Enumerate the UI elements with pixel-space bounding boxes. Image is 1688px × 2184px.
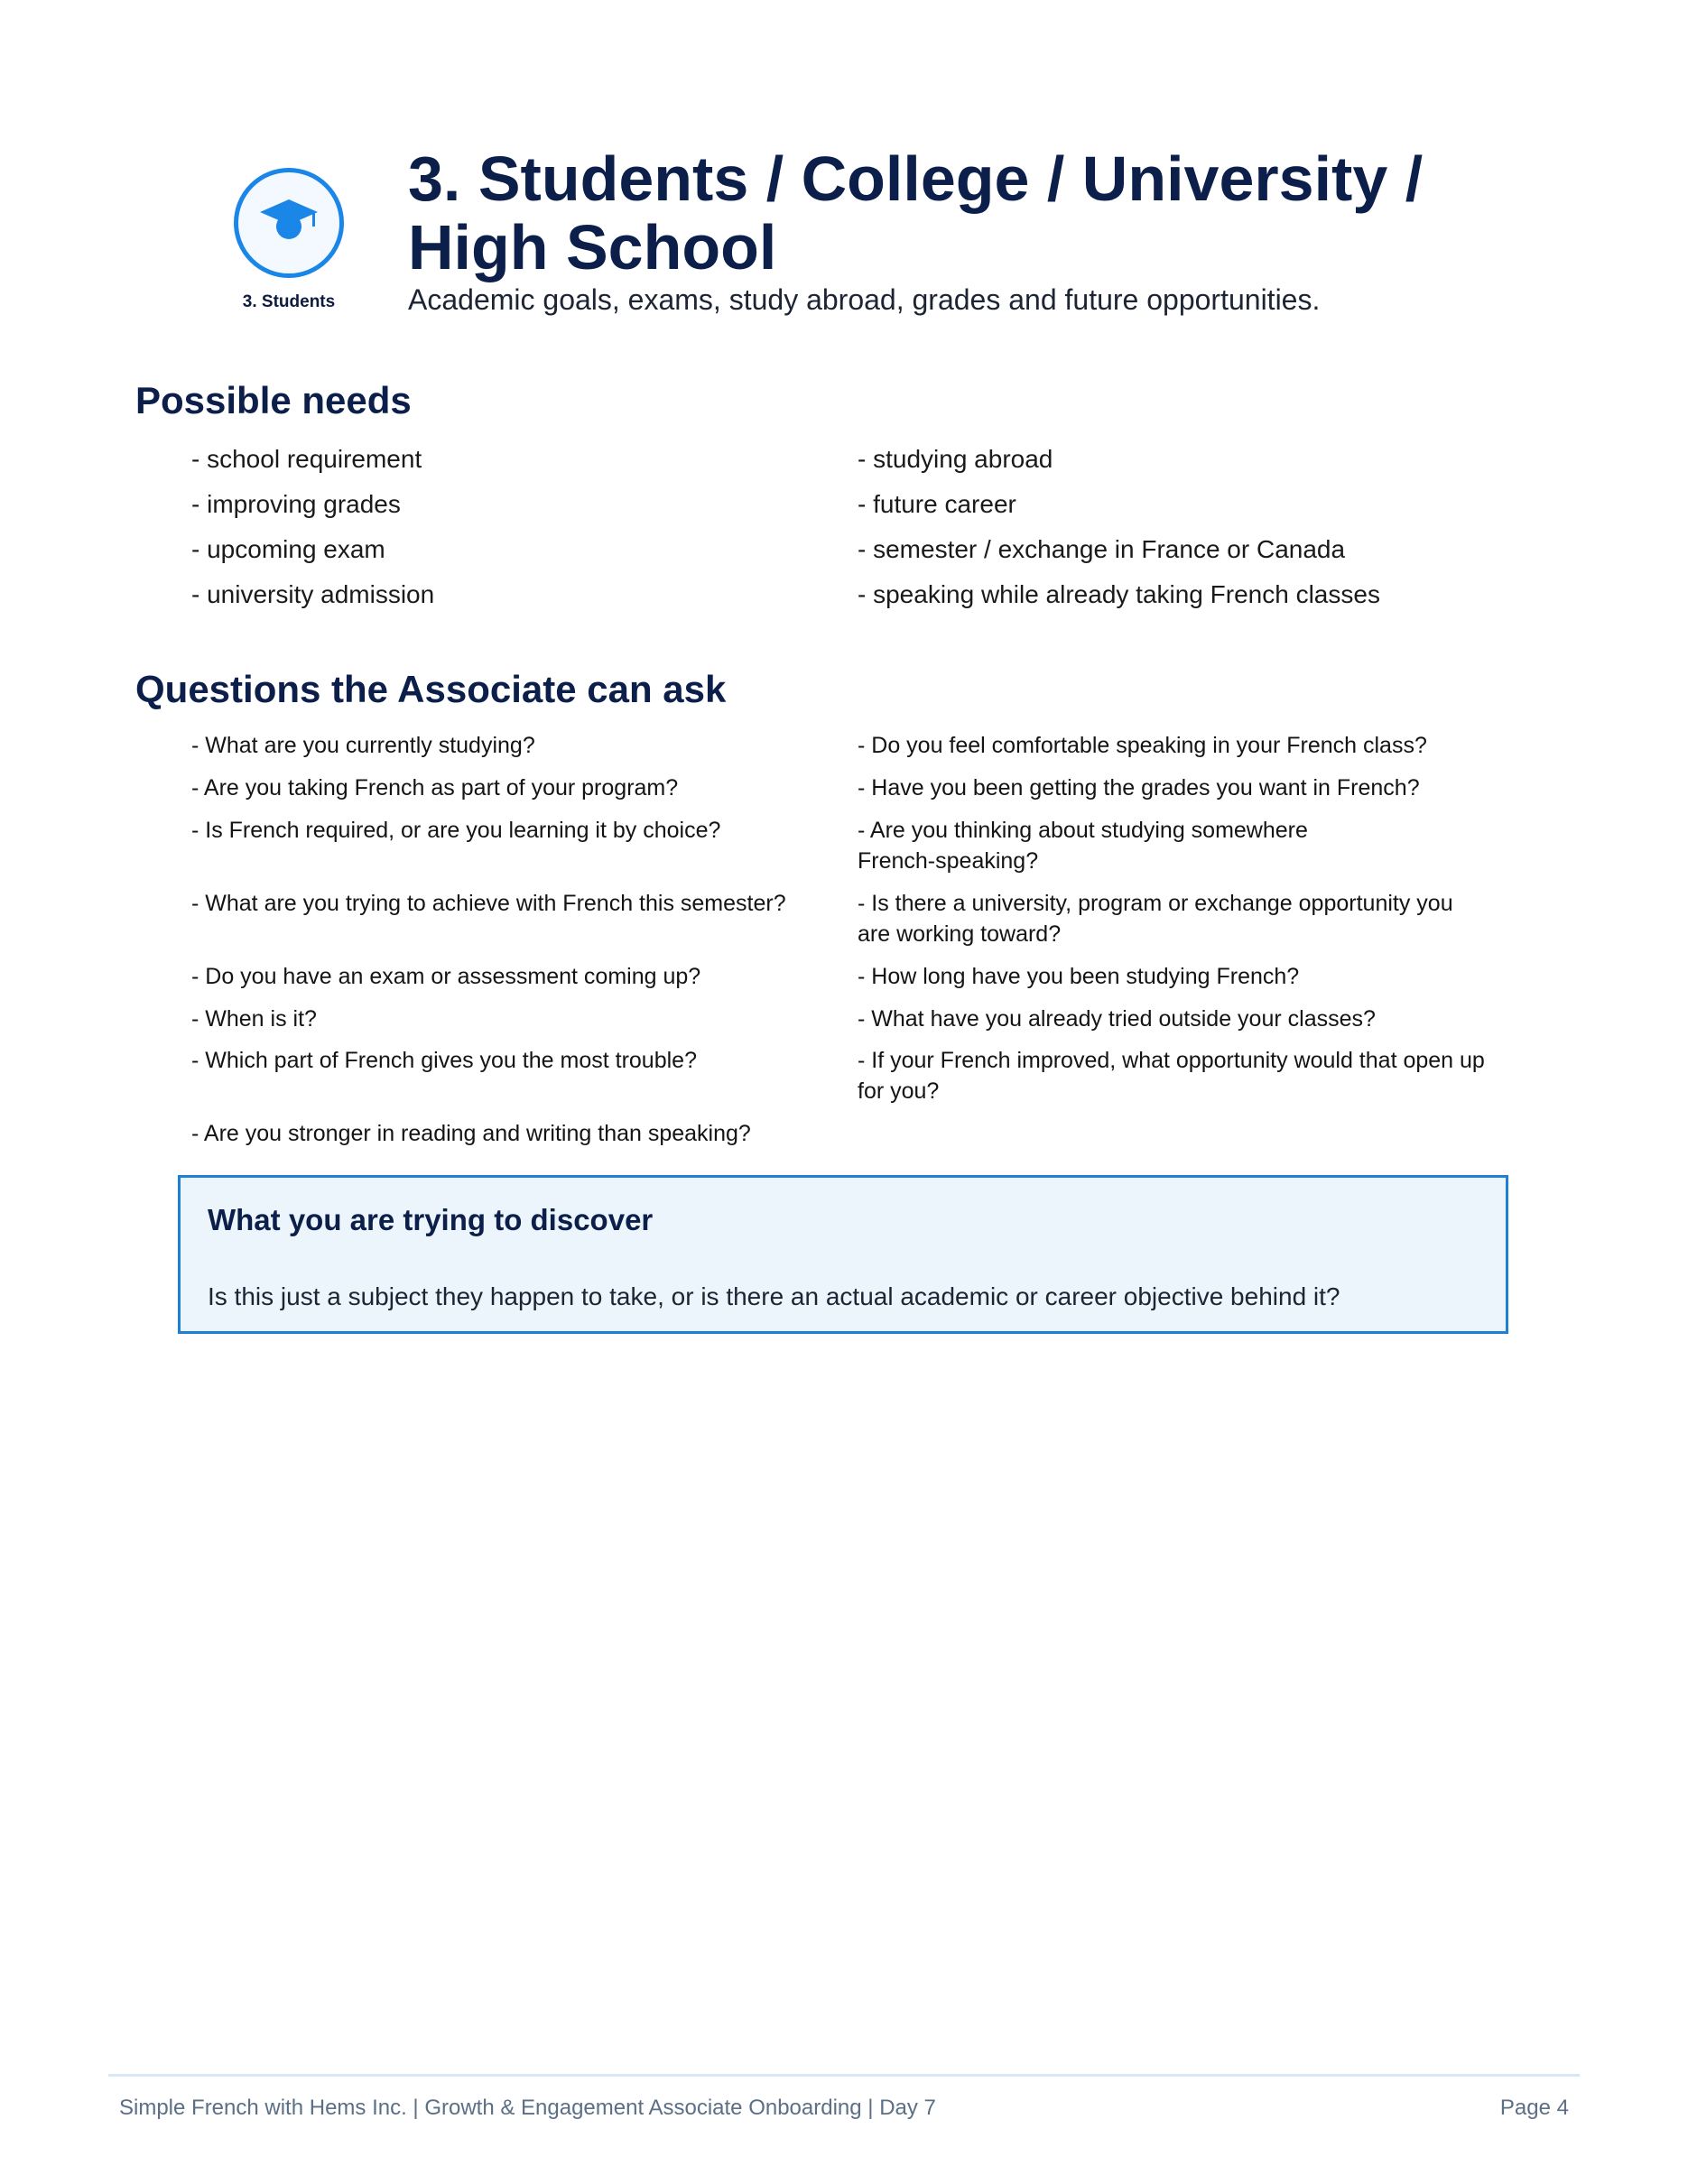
list-item: - Are you stronger in reading and writing than speaking? bbox=[191, 1121, 751, 1146]
list-item: - upcoming exam bbox=[191, 535, 385, 563]
list-item: - Which part of French gives you the most trouble? bbox=[191, 1048, 697, 1073]
list-item: - Are you thinking about studying somewhere French-speaking? bbox=[858, 818, 1308, 874]
list-item: - Are you taking French as part of your program? bbox=[191, 775, 679, 800]
section-header bbox=[208, 144, 1544, 325]
questions-heading: Questions the Associate can ask bbox=[135, 668, 727, 710]
needs-list-left bbox=[191, 437, 823, 617]
list-item: - Is there a university, program or exchange opportunity you are working toward? bbox=[858, 891, 1453, 947]
list-item: - How long have you been studying French? bbox=[858, 964, 1300, 989]
list-item: - Have you been getting the grades you want in French? bbox=[858, 775, 1420, 800]
list-item: - If your French improved, what opportunity would that open up for you? bbox=[858, 1048, 1485, 1104]
icon-label: 3. Students bbox=[242, 292, 336, 311]
list-item: - speaking while already taking French classes bbox=[858, 580, 1380, 608]
possible-needs-heading: Possible needs bbox=[135, 379, 412, 421]
graduation-cap-icon bbox=[234, 168, 344, 278]
list-item: - What are you currently studying? bbox=[191, 733, 535, 758]
discover-title: What you are trying to discover bbox=[208, 1203, 654, 1236]
discover-text: Is this just a subject they happen to take, or is there an actual academic or career objective behind it? bbox=[208, 1282, 1340, 1310]
list-item: - When is it? bbox=[191, 1006, 317, 1032]
list-item: - school requirement bbox=[191, 445, 422, 473]
page-subtitle: Academic goals, exams, study abroad, grades and future opportunities. bbox=[408, 283, 1321, 316]
list-item: - Do you feel comfortable speaking in your French class? bbox=[858, 733, 1427, 758]
list-item: - Do you have an exam or assessment coming up? bbox=[191, 964, 701, 989]
list-item: - future career bbox=[858, 490, 1016, 518]
footer-text: Simple French with Hems Inc. | Growth & Engagement Associate Onboarding | Day 7 bbox=[119, 2096, 936, 2120]
page-number: Page 4 bbox=[1499, 2096, 1569, 2120]
list-item: - What have you already tried outside your classes? bbox=[858, 1006, 1376, 1032]
list-item: - What are you trying to achieve with French this semester? bbox=[191, 891, 786, 916]
section-icon-block bbox=[208, 168, 370, 312]
list-item: - university admission bbox=[191, 580, 435, 608]
list-item: - semester / exchange in France or Canada bbox=[858, 535, 1346, 563]
list-item: - Is French required, or are you learning it by choice? bbox=[191, 818, 721, 843]
page-title: 3. Students / College / University / High School bbox=[408, 143, 1424, 282]
discover-callout bbox=[178, 1175, 1508, 1334]
list-item: - studying abroad bbox=[858, 445, 1053, 473]
needs-list-right bbox=[858, 437, 1507, 617]
list-item: - improving grades bbox=[191, 490, 401, 518]
footer-divider bbox=[108, 2074, 1580, 2077]
